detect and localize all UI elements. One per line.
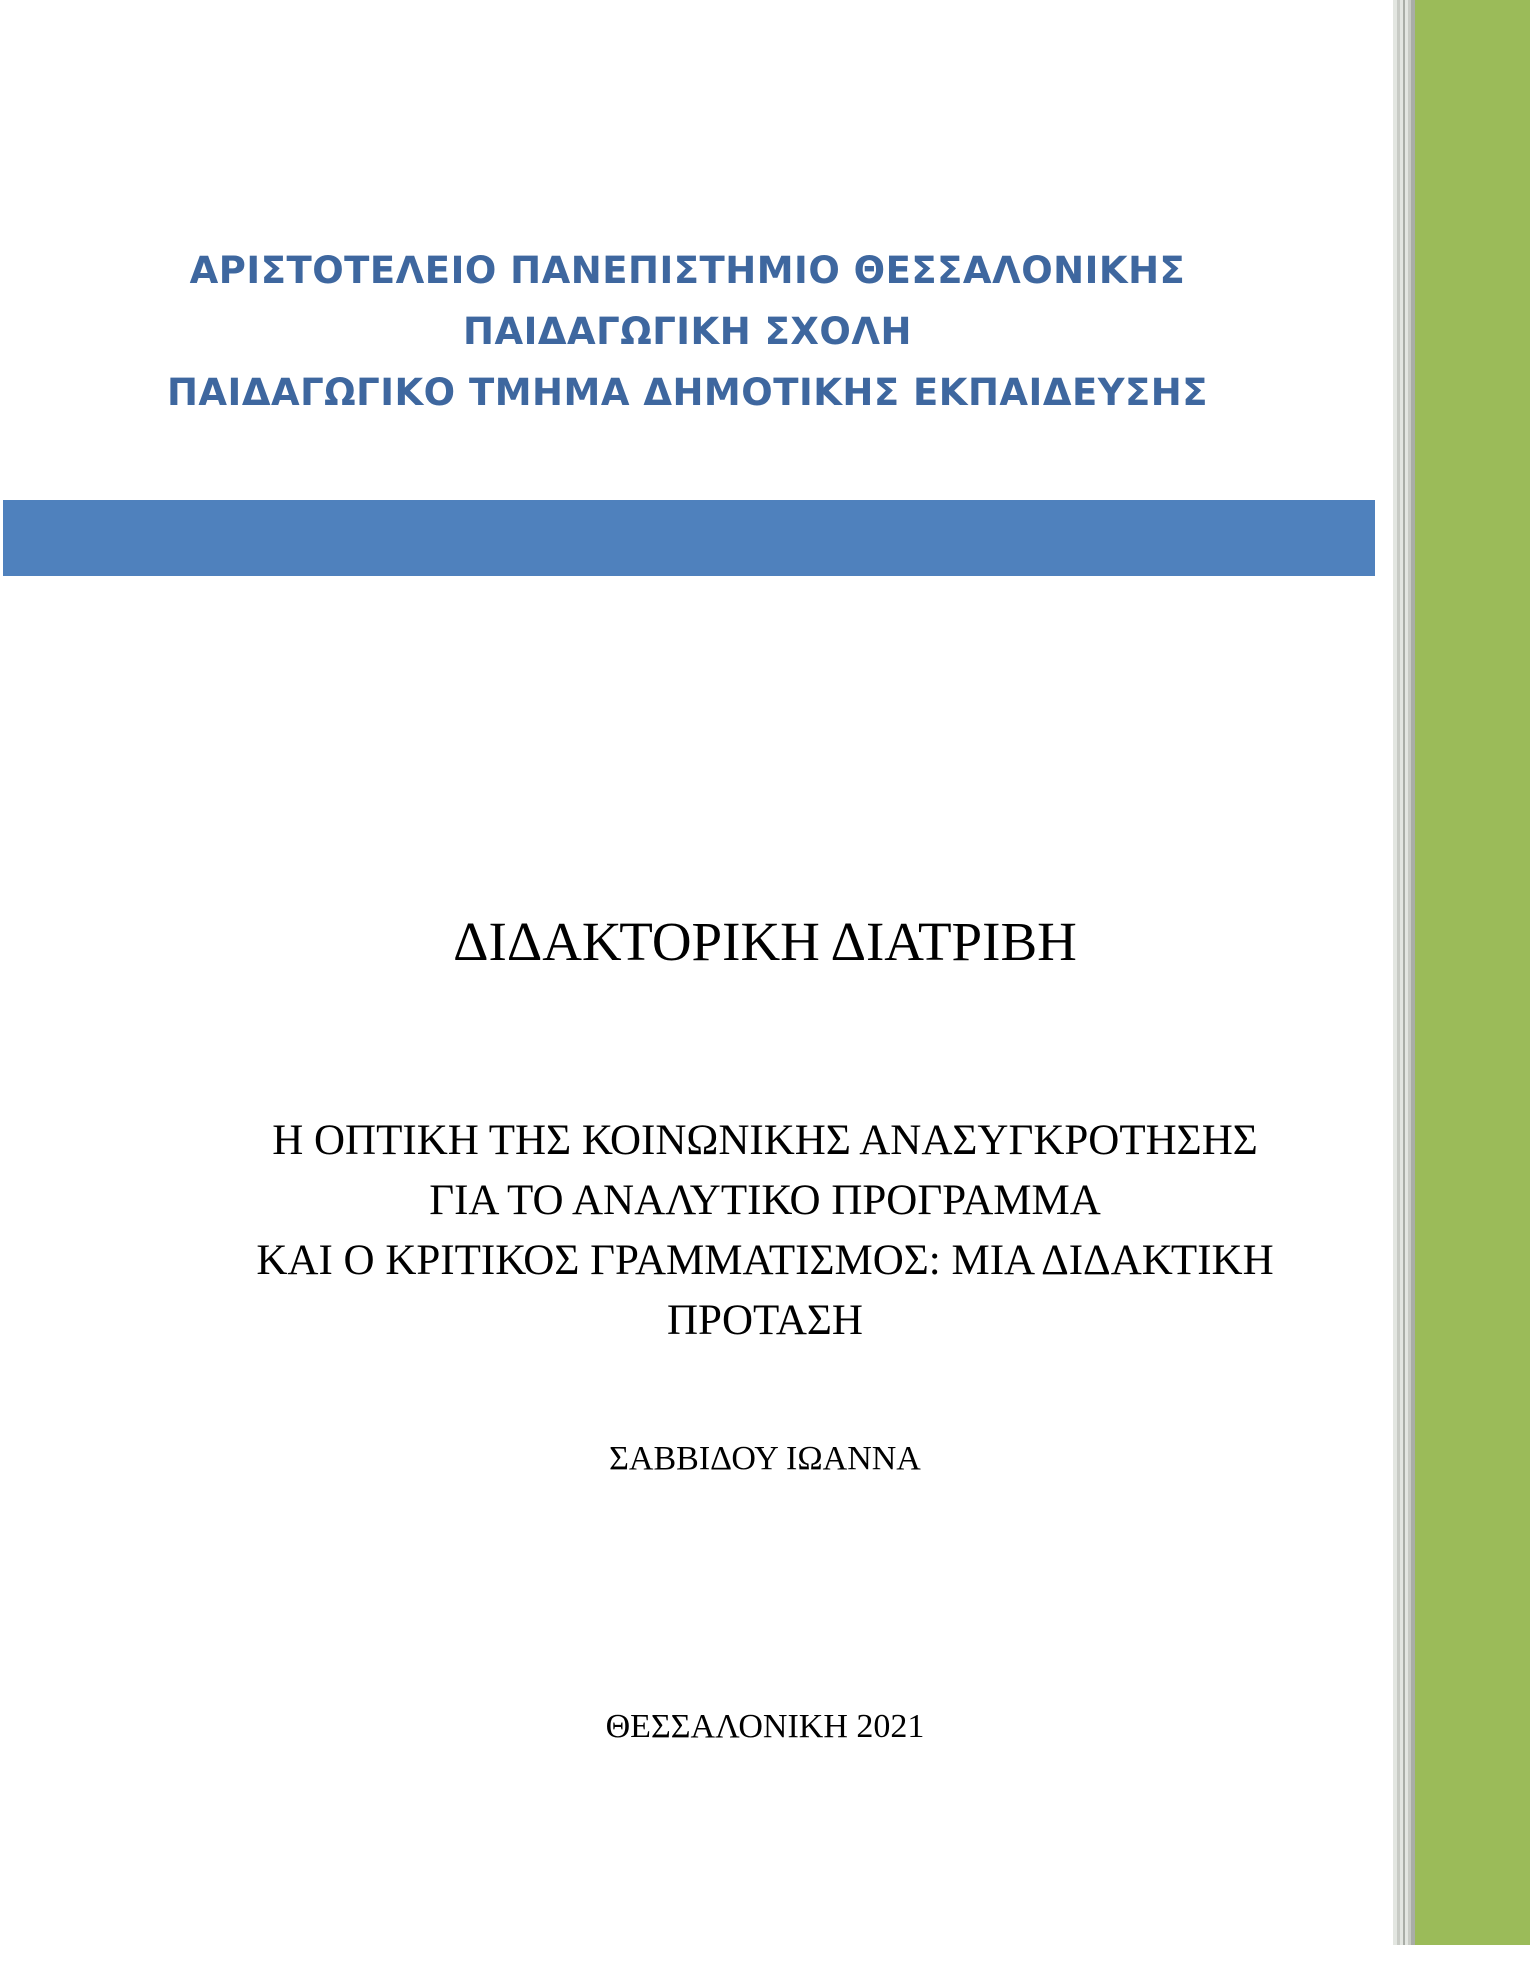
blue-decorative-band [3, 500, 1375, 576]
side-stripes [1393, 0, 1415, 1945]
green-side-bar [1415, 0, 1530, 1945]
thesis-title-line: ΓΙΑ ΤΟ ΑΝΑΛΥΤΙΚΟ ΠΡΟΓΡΑΜΜΑ [429, 1177, 1101, 1224]
school-name: ΠΑΙΔΑΓΩΓΙΚΗ ΣΧΟΛΗ [463, 310, 912, 353]
thesis-title-line: Η ΟΠΤΙΚΗ ΤΗΣ ΚΟΙΝΩΝΙΚΗΣ ΑΝΑΣΥΓΚΡΟΤΗΣΗΣ [272, 1117, 1258, 1164]
university-name: ΑΡΙΣΤΟΤΕΛΕΙΟ ΠΑΝΕΠΙΣΤΗΜΙΟ ΘΕΣΣΑΛΟΝΙΚΗΣ [189, 249, 1186, 292]
thesis-title [0, 1111, 1530, 1351]
place-and-year: ΘΕΣΣΑΛΟΝΙΚΗ 2021 [605, 1708, 925, 1745]
author-name: ΣΑΒΒΙΔΟΥ ΙΩΑΝΝΑ [609, 1440, 921, 1477]
department-name: ΠΑΙΔΑΓΩΓΙΚΟ ΤΜΗΜΑ ΔΗΜΟΤΙΚΗΣ ΕΚΠΑΙΔΕΥΣΗΣ [166, 371, 1209, 414]
thesis-title-line: ΠΡΟΤΑΣΗ [667, 1297, 863, 1344]
thesis-title-line: ΚΑΙ Ο ΚΡΙΤΙΚΟΣ ΓΡΑΜΜΑΤΙΣΜΟΣ: ΜΙΑ ΔΙΔΑΚΤΙΚΗ [256, 1237, 1274, 1284]
document-type: ΔΙΔΑΚΤΟΡΙΚΗ ΔΙΑΤΡΙΒΗ [453, 911, 1077, 972]
institution-header [0, 240, 1375, 423]
